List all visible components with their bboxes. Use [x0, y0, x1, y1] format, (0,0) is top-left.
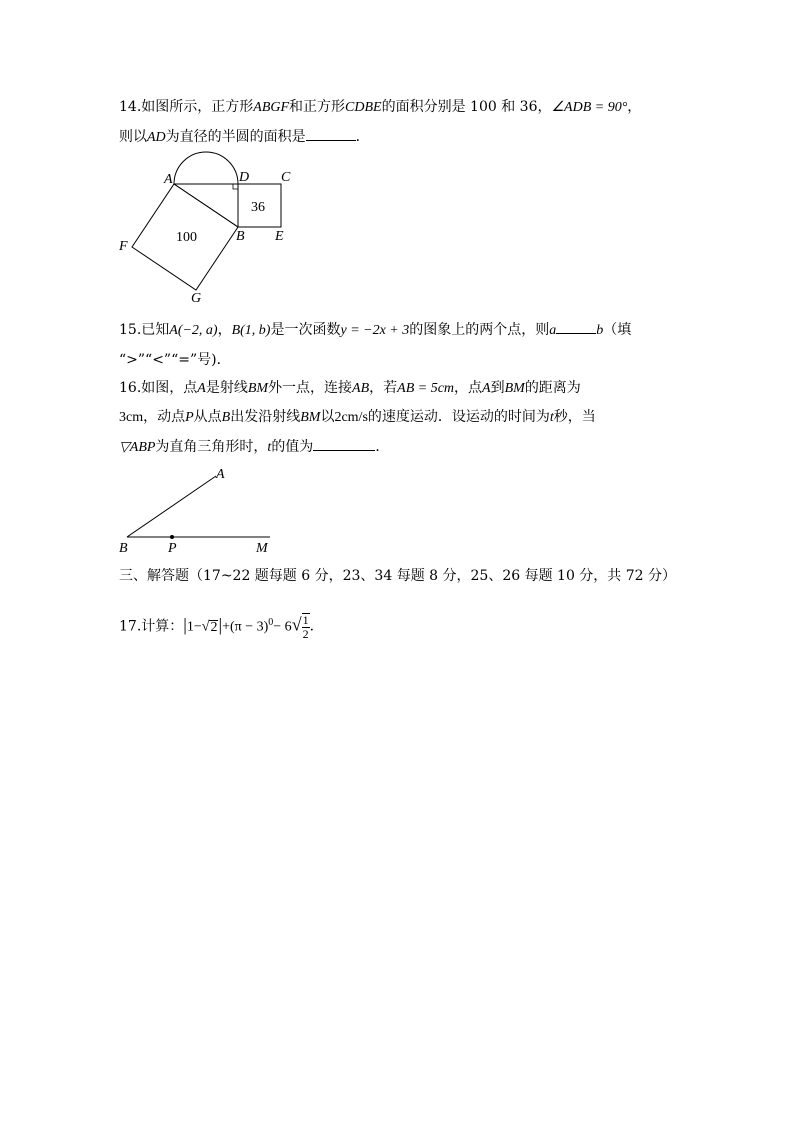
q16-line2: 3cm，动点P从点B出发沿射线BM以2cm/s的速度运动．设运动的时间为t秒，当 [119, 409, 596, 425]
label-p: P [168, 541, 177, 556]
label-b: B [119, 541, 128, 556]
q16-line1: 16.如图，点A是射线BM外一点，连接AB，若AB = 5cm，点A到BM的距离为 [119, 380, 581, 396]
area-small: 36 [251, 200, 265, 215]
square-abgf: ABGF [253, 100, 290, 115]
q15-number: 15. [119, 322, 142, 338]
label-a: A [164, 172, 173, 187]
q16-figure [110, 460, 290, 560]
q14-figure [110, 150, 310, 310]
label-a: A [216, 467, 225, 482]
q16-line3: ▽ABP为直角三角形时，t的值为 ． [119, 436, 389, 458]
q14-line2: 则以AD为直径的半圆的面积是 ． [119, 126, 370, 148]
section-3-heading: 三、解答题（17~22 题每题 6 分，23、34 每题 8 分，25、26 每题 10 分，共 72 分） [119, 568, 677, 584]
sqrt-2: 2 [210, 619, 218, 635]
label-e: E [275, 229, 284, 244]
label-g: G [191, 291, 202, 306]
q14-line1: 14.如图所示，正方形ABGF和正方形CDBE的面积分别是 100 和 36，∠ADB = 90°， [119, 99, 642, 115]
label-f: F [119, 239, 128, 254]
q15-line1: 15.已知A(−2, a)，B(1, b)是一次函数y = −2x + 3的图象上的两个点，则a b（填 [119, 319, 631, 341]
fraction-half: $\frac{1}{2}$ [302, 612, 309, 641]
area-big: 100 [176, 230, 197, 245]
q16-answer-blank[interactable] [313, 436, 375, 451]
square-cdbe: CDBE [345, 100, 382, 115]
q15-line2: “>”“<”“=”号)． [119, 352, 231, 368]
label-c: C [281, 170, 291, 185]
q17-number: 17. [119, 618, 142, 635]
point-a: A(−2, a) [169, 323, 218, 338]
q14-number: 14. [119, 99, 142, 115]
angle-adb: ∠ADB = 90° [551, 100, 628, 115]
q15-answer-blank[interactable] [556, 319, 596, 334]
point-b: B(1, b) [231, 323, 271, 338]
label-m: M [256, 541, 268, 556]
q16-number: 16. [119, 380, 142, 396]
q17-line: 17.计算：$|1-√2|+(\pi - 3)^0- 6√$ $\frac{1}{2}$ ． [119, 612, 324, 641]
label-d: D [239, 170, 250, 185]
linear-function: y = −2x + 3 [340, 323, 410, 338]
label-b: B [236, 229, 245, 244]
q14-answer-blank[interactable] [306, 126, 356, 141]
